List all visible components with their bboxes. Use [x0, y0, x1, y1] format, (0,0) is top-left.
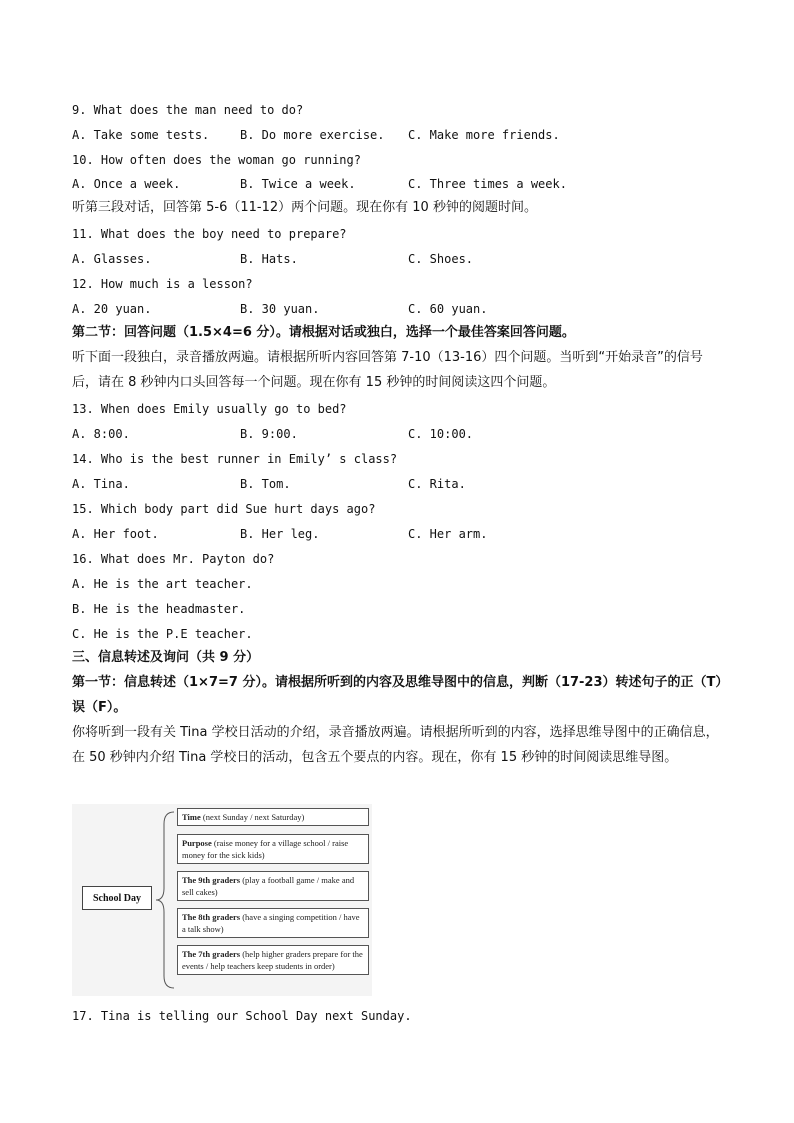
section3-part1-heading: 第一节：信息转述（1×7=7 分）。请根据所听到的内容及思维导图中的信息，判断（17-23）转述句子的正（T）误（F）。 [72, 675, 722, 715]
item-label: Purpose [182, 838, 212, 848]
item-text: (raise money for a village school / raise money for the sick kids) [182, 838, 349, 860]
q9-option-c: C. Make more friends. [408, 128, 560, 142]
q10-option-a: A. Once a week. [72, 177, 181, 191]
question-9: 9. What does the man need to do? [72, 103, 304, 117]
q16-option-a: A. He is the art teacher. [72, 577, 253, 591]
q11-option-b: B. Hats. [240, 252, 298, 266]
item-label: The 8th graders [182, 912, 241, 922]
question-11: 11. What does the boy need to prepare? [72, 227, 347, 241]
q15-option-b: B. Her leg. [240, 527, 320, 541]
item-label: The 9th graders [182, 875, 241, 885]
q9-option-b: B. Do more exercise. [240, 128, 385, 142]
q12-option-a: A. 20 yuan. [72, 302, 152, 316]
section3-dialogue-instruction: 听第三段对话，回答第 5-6（11-12）两个问题。现在你有 10 秒钟的阅题时间。 [72, 200, 537, 215]
question-13: 13. When does Emily usually go to bed? [72, 402, 347, 416]
question-16: 16. What does Mr. Payton do? [72, 552, 275, 566]
q16-option-b: B. He is the headmaster. [72, 602, 246, 616]
item-text: (play a football game / make and sell cakes) [182, 875, 355, 897]
q15-option-c: C. Her arm. [408, 527, 488, 541]
q15-option-a: A. Her foot. [72, 527, 159, 541]
question-10: 10. How often does the woman go running? [72, 153, 361, 167]
q13-option-c: C. 10:00. [408, 427, 474, 441]
q11-option-a: A. Glasses. [72, 252, 152, 266]
item-text: (next Sunday / next Saturday) [200, 812, 305, 822]
item-label: The 7th graders [182, 949, 241, 959]
q11-option-c: C. Shoes. [408, 252, 474, 266]
mind-map-item-9th-graders [177, 871, 369, 901]
item-text: (help higher graders prepare for the events / help teachers keep students in order) [182, 949, 363, 971]
mind-map [72, 804, 372, 996]
item-text: (have a singing competition / have a talk show) [182, 912, 360, 934]
item-label: Time [182, 812, 201, 822]
q10-option-b: B. Twice a week. [240, 177, 356, 191]
section3-part1-instruction: 你将听到一段有关 Tina 学校日活动的介绍，录音播放两遍。请根据所听到的内容，选择思维导图中的正确信息，在 50 秒钟内介绍 Tina 学校日的活动，包含五个要点的内容。现在，你有 15 秒钟的时间阅读思维导图。 [72, 725, 719, 765]
q14-option-a: A. Tina. [72, 477, 130, 491]
part2-heading: 第二节：回答问题（1.5×4=6 分）。请根据对话或独白，选择一个最佳答案回答问题。 [72, 325, 575, 340]
q13-option-b: B. 9:00. [240, 427, 298, 441]
part2-instruction: 听下面一段独白，录音播放两遍。请根据所听内容回答第 7-10（13-16）四个问题。当听到“开始录音”的信号后，请在 8 秒钟内口头回答每一个问题。现在你有 15 秒钟的时间阅读这四个问题。 [72, 350, 703, 390]
q13-option-a: A. 8:00. [72, 427, 130, 441]
mind-map-item-time [177, 808, 369, 826]
q12-option-b: B. 30 yuan. [240, 302, 320, 316]
mind-map-item-purpose [177, 834, 369, 864]
question-12: 12. How much is a lesson? [72, 277, 253, 291]
question-15: 15. Which body part did Sue hurt days ago? [72, 502, 376, 516]
question-14: 14. Who is the best runner in Emily’ s class? [72, 452, 398, 466]
q14-option-b: B. Tom. [240, 477, 291, 491]
mind-map-item-8th-graders [177, 908, 369, 938]
mind-map-item-7th-graders [177, 945, 369, 975]
q9-option-a: A. Take some tests. [72, 128, 210, 142]
q12-option-c: C. 60 yuan. [408, 302, 488, 316]
q14-option-c: C. Rita. [408, 477, 466, 491]
q10-option-c: C. Three times a week. [408, 177, 567, 191]
brace-icon [156, 810, 176, 990]
section3-heading: 三、信息转述及询问（共 9 分） [72, 650, 260, 665]
statement-17: 17. Tina is telling our School Day next Sunday. [72, 1009, 412, 1023]
q16-option-c: C. He is the P.E teacher. [72, 627, 253, 641]
mind-map-root: School Day [82, 886, 152, 910]
